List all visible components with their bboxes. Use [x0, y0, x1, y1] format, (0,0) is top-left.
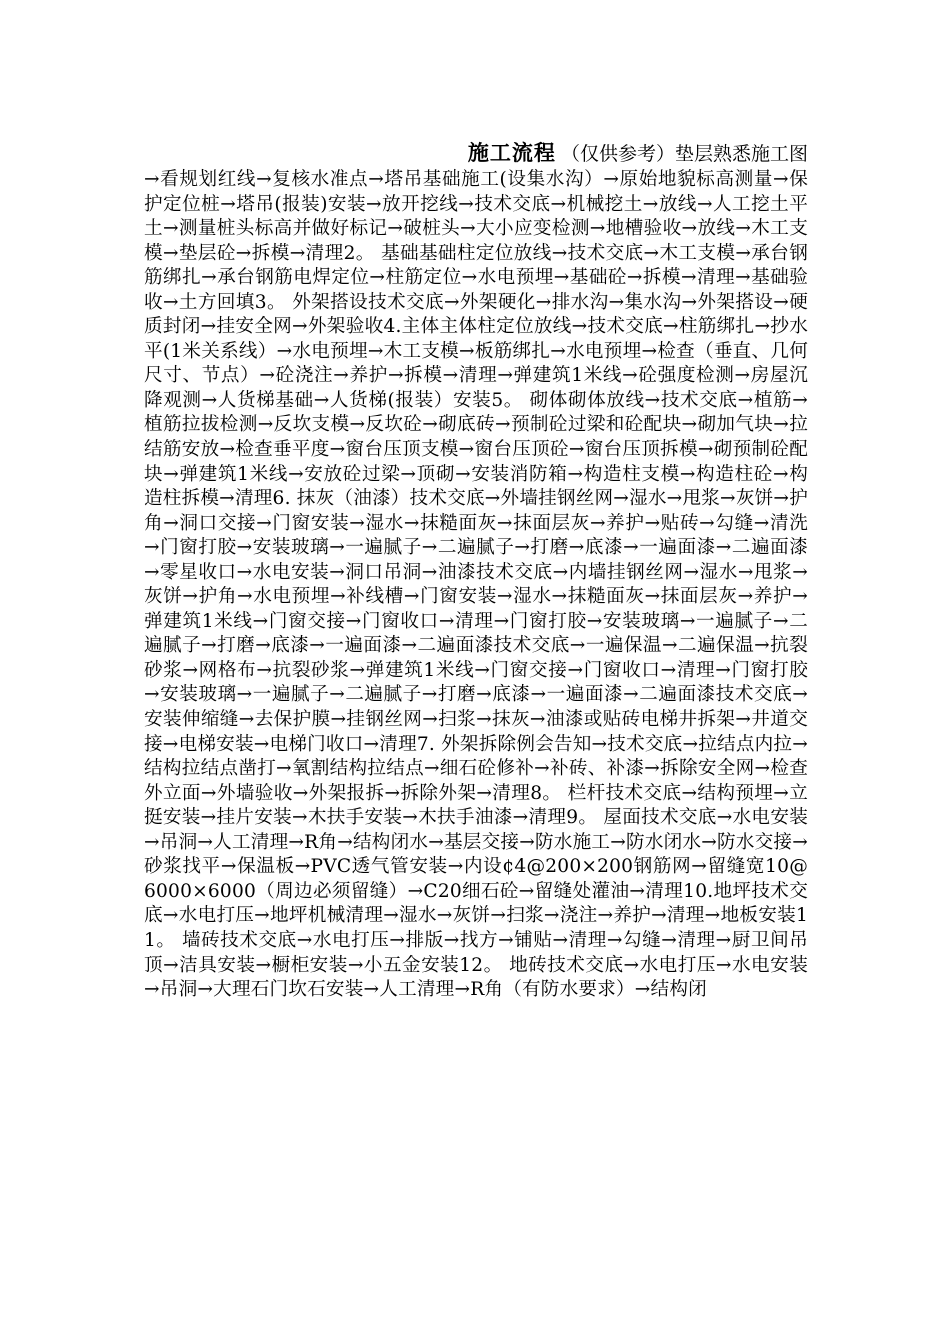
document-body-text: →看规划红线→复核水准点→塔吊基础施工(设集水沟）→原始地貌标高测量→保护定位桩→塔吊(报装)安装→放开挖线→技术交底→机械挖土→放线→人工挖土平土→测量桩头标高并做好标记→破桩头→大小应变检测→地槽验收→放线→木工支模→垫层砼→拆模→清理2。 基础基础柱定位放线→技术交底→木工支模→承台钢筋绑扎→承台钢筋电焊定位→柱筋定位→水电预埋→基础砼→拆模→清理→基础验收→土方回填3。 外架搭设技术交底→外架硬化→排水沟→集水沟→外架搭设→硬质封闭→挂安全网→外架验收4.主体主体柱定位放线→技术交底→柱筋绑扎→抄水平(1米关系线）→水电预埋→木工支模→板筋绑扎→水电预埋→检查（垂直、几何尺寸、节点）→砼浇注→养护→拆模→清理→弹建筑1米线→砼强度检测→房屋沉降观测→人货梯基础→人货梯(报装）安装5。 砌体砌体放线→技术交底→植筋→植筋拉拔检测→反坎支模→反坎砼→砌底砖→预制砼过梁和砼配块→砌加气块→拉结筋安放→检查垂平度→窗台压顶支模→窗台压顶砼→窗台压顶拆模→砌预制砼配块→弹建筑1米线→安放砼过梁→顶砌→安装消防箱→构造柱支模→构造柱砼→构造柱拆模→清理6. 抹灰（油漆）技术交底→外墙挂钢丝网→湿水→甩浆→灰饼→护角→洞口交接→门窗安装→湿水→抹糙面灰→抹面层灰→养护→贴砖→勾缝→清洗→门窗打胶→安装玻璃→一遍腻子→二遍腻子→打磨→底漆→一遍面漆→二遍面漆→零星收口→水电安装→洞口吊洞→油漆技术交底→内墙挂钢丝网→湿水→甩浆→灰饼→护角→水电预埋→补线槽→门窗安装→湿水→抹糙面灰→抹面层灰→养护→弹建筑1米线→门窗交接→门窗收口→清理→门窗打胶→安装玻璃→一遍腻子→二遍腻子→打磨→底漆→一遍面漆→二遍面漆技术交底→一遍保温→二遍保温→抗裂砂浆→网格布→抗裂砂浆→弹建筑1米线→门窗交接→门窗收口→清理→门窗打胶→安装玻璃→一遍腻子→二遍腻子→打磨→底漆→一遍面漆→二遍面漆技术交底→安装伸缩缝→去保护膜→挂钢丝网→扫浆→抹灰→油漆或贴砖电梯井拆架→井道交接→电梯安装→电梯门收口→清理7. 外架拆除例会告知→技术交底→拉结点内拉→结构拉结点凿打→氧割结构拉结点→细石砼修补→补砖、补漆→拆除安全网→检查外立面→外墙验收→外架报拆→拆除外架→清理8。 栏杆技术交底→结构预埋→立挺安装→挂片安装→木扶手安装→木扶手油漆→清理9。 屋面技术交底→水电安装→吊洞→人工清理→R角→结构闭水→基层交接→防水施工→防水闭水→防水交接→砂浆找平→保温板→PVC透气管安装→内设¢4@200×200钢筋网→留缝宽10@6000×6000（周边必须留缝）→C20细石砼→留缝处灌油→清理10.地坪技术交底→水电打压→地坪机械清理→湿水→灰饼→扫浆→浇注→养护→清理→地板安装11。 墙砖技术交底→水电打压→排版→找方→铺贴→清理→勾缝→清理→厨卫间吊顶→洁具安装→橱柜安装→小五金安装12。 地砖技术交底→水电打压→水电安装→吊洞→大理石门坎石安装→人工清理→R角（有防水要求）→结构闭: [144, 169, 808, 1001]
document-subtitle: （仅供参考）垫层熟悉施工图: [560, 143, 808, 165]
heading-line: [144, 138, 808, 168]
document-page: [144, 138, 808, 1003]
document-title: 施工流程: [467, 140, 556, 165]
